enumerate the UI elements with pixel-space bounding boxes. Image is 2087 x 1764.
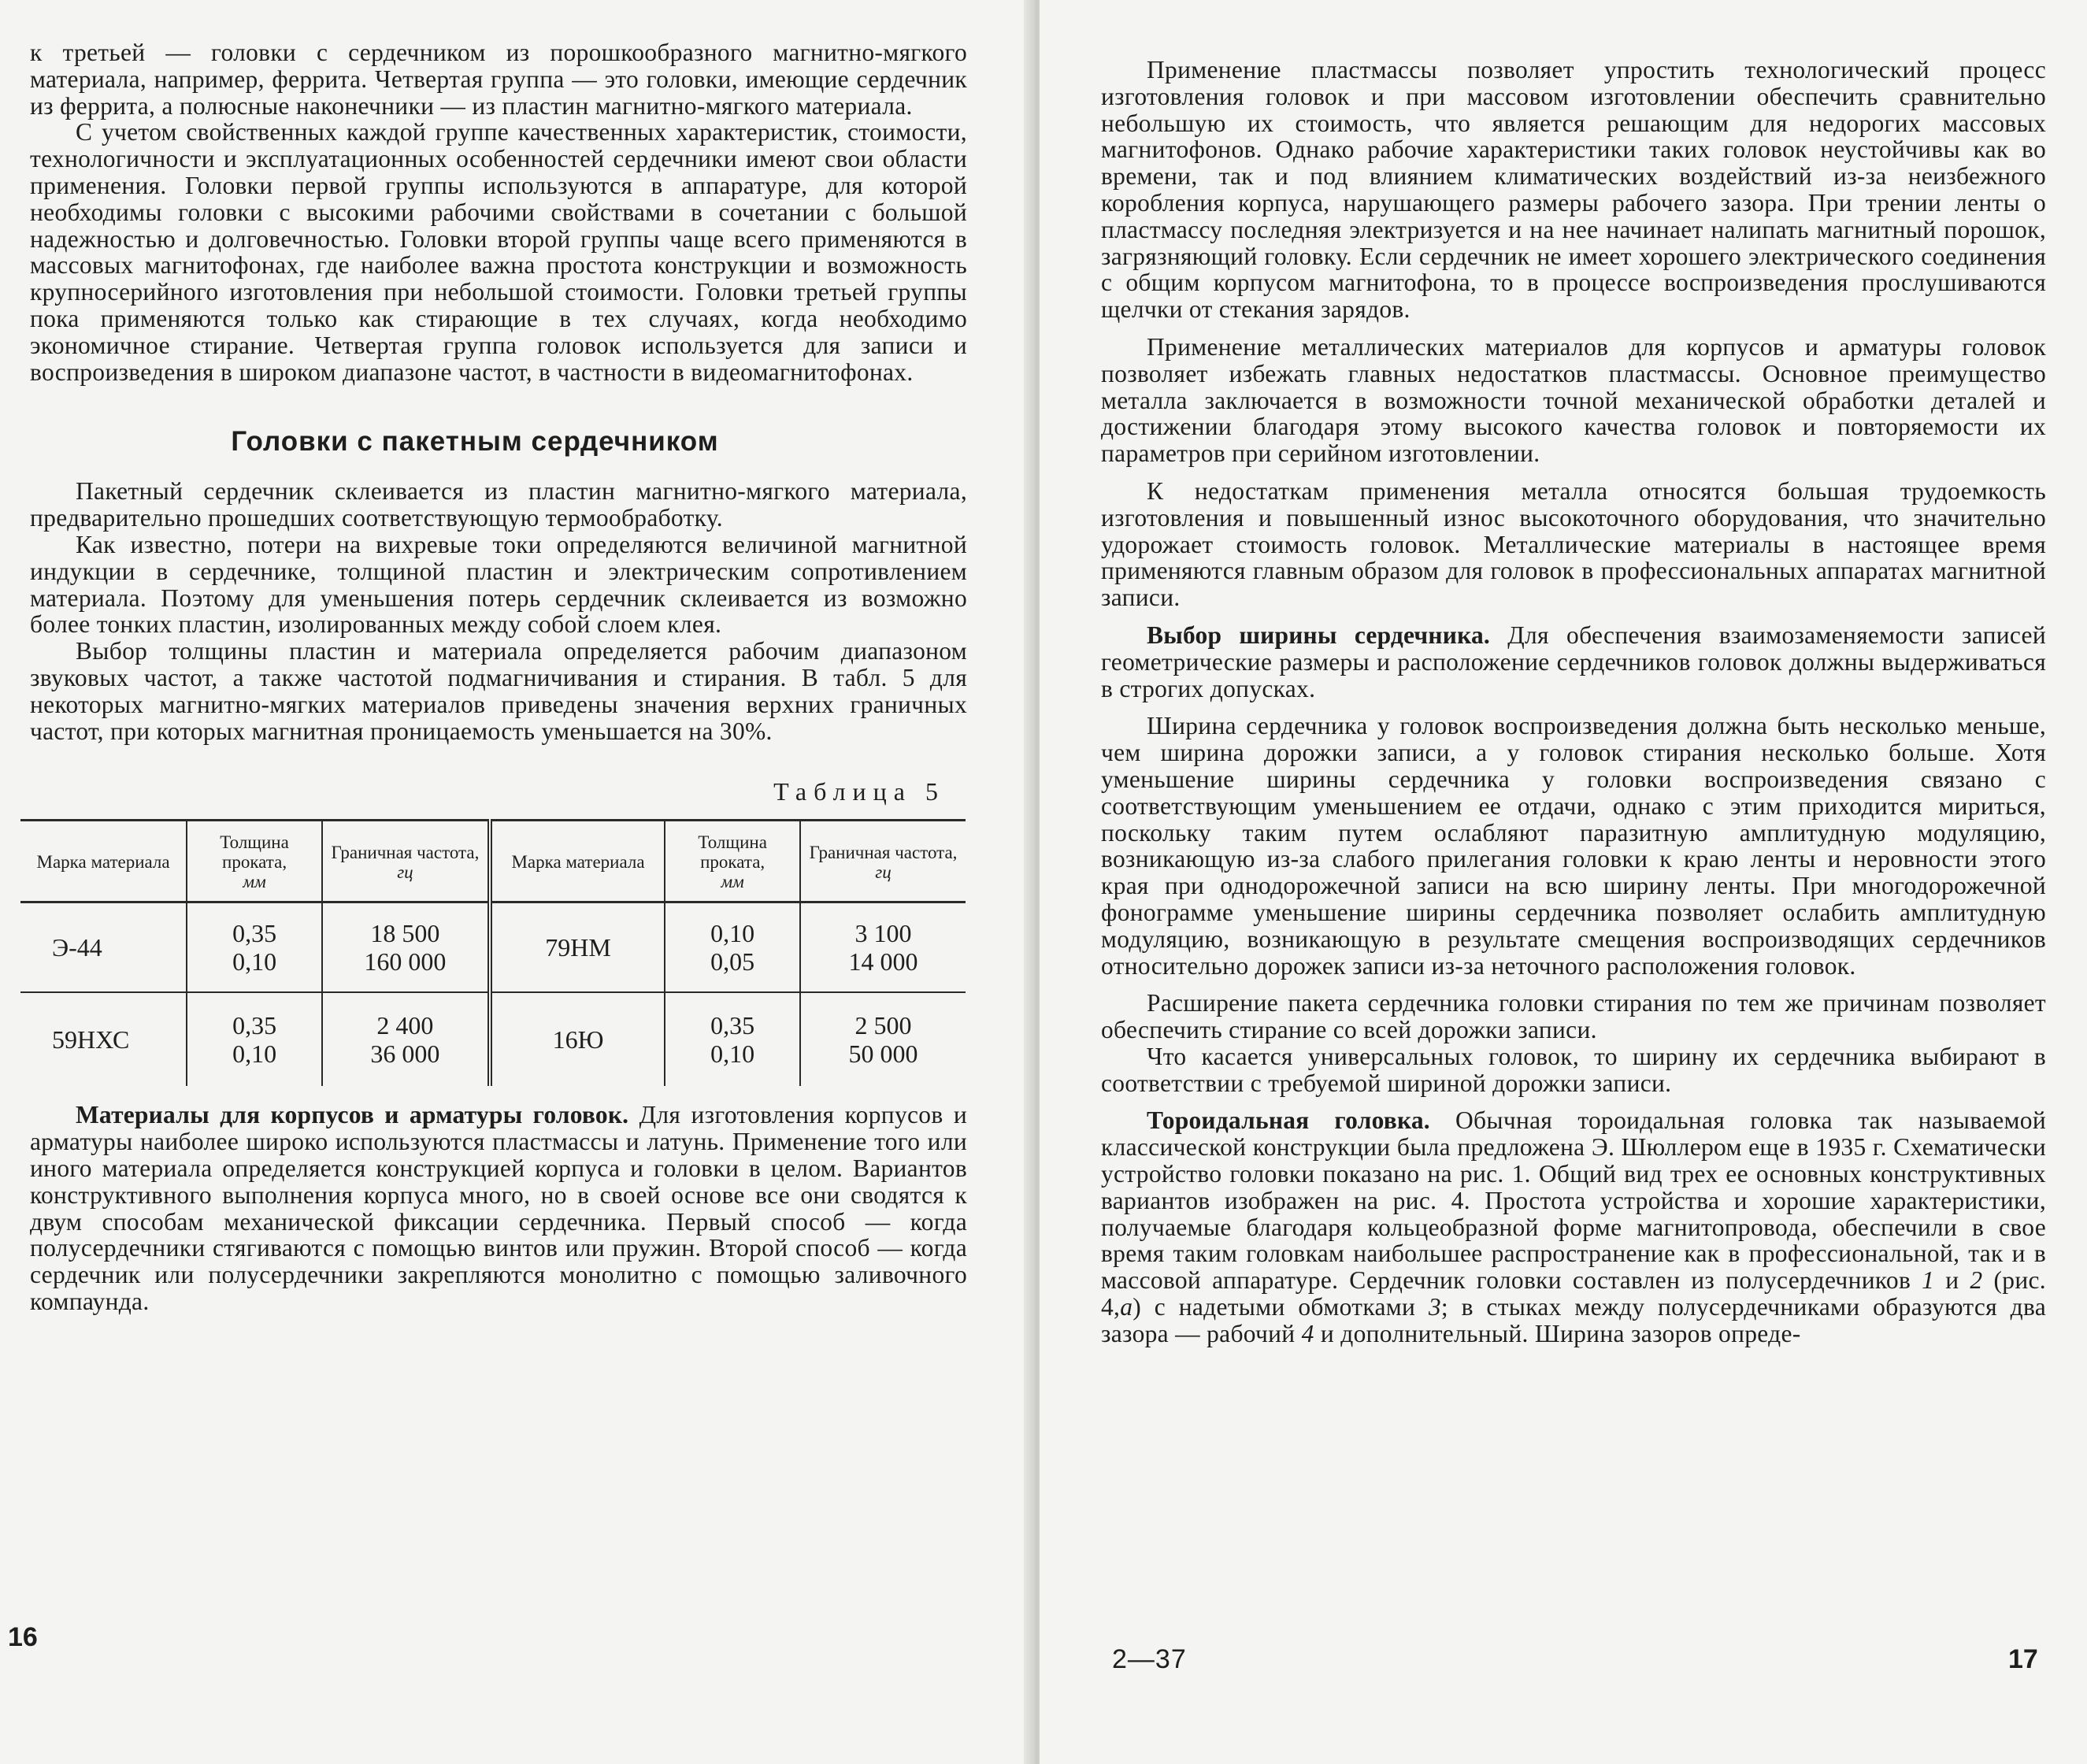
table-caption: Таблица 5 <box>773 777 945 806</box>
paragraph: Расширение пакета сердечника головки стирания по тем же причинам позволяет обеспечить стирание со всей дорожки записи. <box>1101 989 2046 1044</box>
header-frequency: Граничная частота, гц <box>322 821 490 902</box>
spacer <box>1101 702 2046 713</box>
spacer <box>1101 979 2046 990</box>
paragraph: К недостаткам применения металла относятся большая трудоемкость изготовления и повышенный износ высокоточного оборудования, что значительно удорожает стоимость головок. Металлические материалы в настоящее время применяются главным образом для головок в профессиональных аппаратах магнитной записи. <box>1101 476 2046 612</box>
page-number: 17 <box>2008 1644 2038 1674</box>
paragraph-materials <box>30 1102 967 1314</box>
run-in-heading: Тороидальная головка. <box>1147 1106 1430 1135</box>
page-number: 16 <box>8 1622 38 1652</box>
left-page <box>0 0 1032 1764</box>
cell-thickness: 0,35 0,10 <box>187 992 322 1086</box>
cell-thickness-2: 0,10 0,05 <box>665 902 800 993</box>
paragraph: Применение металлических материалов для корпусов и арматуры головок позволяет избежать главных недостатков пластмассы. Основное преимущество металла заключается в возможности точной механической обработки деталей и достижении благодаря этому высокого качества головок и повторяемости их параметров при серийном изготовлении. <box>1101 332 2046 468</box>
paragraph: Ширина сердечника у головок воспроизведения должна быть несколько меньше, чем ширина дорожки записи, а у головок стирания несколько больше. Хотя уменьшение ширины сердечника у головки воспроизведения связано с соответствующим уменьшением ее отдачи, однако с этим приходится мириться, поскольку таким путем ослабляют паразитную амплитудную модуляцию, возникающую из-за слабого прилегания головки к краю ленты и неровности этого края при однодорожечной записи на всю ширину ленты. При многодорожечной фонограмме уменьшение ширины сердечника позволяет ослабить амплитудную модуляцию, возникающую в результате смещения воспроизводящих сердечников относительно дорожек записи из-за неточного расположения головок. <box>1101 712 2046 980</box>
paragraph: Выбор толщины пластин и материала определяется рабочим диапазоном звуковых частот, а также частотой подмагничивания и стирания. В табл. 5 для некоторых магнитно-мягких материалов приведены значения верхних граничных частот, при которых магнитная проницаемость уменьшается на 30%. <box>30 637 967 745</box>
table-row <box>20 992 966 1086</box>
spacer <box>30 1086 967 1102</box>
header-mark: Марка материала <box>20 821 187 902</box>
header-frequency-2: Граничная частота, гц <box>800 821 966 902</box>
spacer <box>1101 611 2046 622</box>
materials-table <box>20 819 966 1086</box>
table-row <box>20 902 966 993</box>
table-header-row <box>20 821 966 902</box>
cell-frequency: 2 400 36 000 <box>322 992 490 1086</box>
spacer <box>1101 1096 2046 1107</box>
header-thickness-2: Толщина проката, мм <box>665 821 800 902</box>
paragraph-toroidal: Тороидальная головка. Обычная тороидальная головка так называемой классической конструкции была предложена Э. Шюллером еще в 1935 г. Схематически устройство головки показано на рис. 1. Общий вид трех ее основных конструктивных вариантов изображен на рис. 4. Простота устройства и хорошие характеристики, получаемые благодаря кольцеобразной форме магнитопровода, обеспечили в свое время таким головкам наибольшее распространение как в профессиональной, так и в массовой аппаратуре. Сердечник головки составлен из полусердечников 1 и 2 (рис. 4,а) с надетыми обмотками 3; в стыках между полусердечниками образуются два зазора — рабочий 4 и дополнительный. Ширина зазоров опреде- <box>1101 1106 2046 1347</box>
cell-thickness-2: 0,35 0,10 <box>665 992 800 1086</box>
spacer <box>1101 467 2046 478</box>
cell-mark-2: 79НМ <box>490 902 665 993</box>
cell-frequency-2: 3 100 14 000 <box>800 902 966 993</box>
right-page <box>1040 0 2087 1764</box>
left-column <box>30 39 967 1315</box>
section-heading: Головки с пакетным сердечником <box>231 426 719 458</box>
run-in-heading: Выбор ширины сердечника. <box>1147 621 1490 649</box>
cell-frequency: 18 500 160 000 <box>322 902 490 993</box>
paragraph: Пакетный сердечник склеивается из пластин магнитно-мягкого материала, предварительно прошедших соответствующую термообработку. <box>30 477 967 532</box>
cell-mark: 59НХС <box>52 1025 130 1054</box>
cell-mark: Э-44 <box>20 902 187 993</box>
header-thickness: Толщина проката, мм <box>187 821 322 902</box>
run-in-heading: Материалы для корпусов и арматуры головок. <box>76 1101 629 1129</box>
paragraph-width <box>1101 622 2046 702</box>
header-mark-2: Марка материала <box>490 821 665 902</box>
cell-thickness: 0,35 0,10 <box>187 902 322 993</box>
paragraph-text: Для обеспечения взаимозаменяемости записей геометрические размеры и расположение сердечников головок должны выдерживаться в строгих допусках. <box>1101 621 2046 702</box>
paragraph: С учетом свойственных каждой группе качественных характеристик, стоимости, технологичности и эксплуатационных особенностей сердечники имеют свои области применения. Головки первой группы используются в аппаратуре, для которой необходимы головки с высокими рабочими свойствами в сочетании с большой надежностью и долговечностью. Головки второй группы чаще всего применяются в массовых магнитофонах, где наиболее важна простота конструкции и возможность крупносерийного изготовления при небольшой стоимости. Головки третьей группы пока применяются только как стирающие в тех случаях, когда необходимо экономичное стирание. Четвертая группа головок используется для записи и воспроизведения в широком диапазоне частот, в частности в видеомагнитофонах. <box>30 118 967 386</box>
paragraph: Как известно, потери на вихревые токи определяются величиной магнитной индукции в сердечнике, толщиной пластин и электрическим сопротивлением материала. Поэтому для уменьшения потерь сердечник склеивается из возможно более тонких пластин, изолированных между собой слоем клея. <box>30 530 967 639</box>
spacer <box>1101 323 2046 334</box>
paragraph: к третьей — головки с сердечником из порошкообразного магнитно-мягкого материала, например, феррита. Четвертая группа — это головки, имеющие сердечник из феррита, а полюсные наконечники — из пластин магнитно-мягкого материала. <box>30 39 967 120</box>
cell-mark-2: 16Ю <box>490 992 665 1086</box>
right-column <box>1101 57 2046 1347</box>
paragraph-text: Для изготовления корпусов и арматуры наиболее широко используются пластмассы и латунь. Применение того или иного материала определяется конструкцией корпуса и головки в целом. Вариантов конструктивного выполнения корпуса много, но в своей основе все они сводятся к двум способам механической фиксации сердечника. Первый способ — когда полусердечники стягиваются с помощью винтов или пружин. Второй способ — когда сердечник или полусердечники закрепляются монолитно с помощью заливочного компаунда. <box>30 1101 967 1315</box>
section-heading-wrap <box>30 426 967 458</box>
paragraph: Что касается универсальных головок, то ширину их сердечника выбирают в соответствии с требуемой шириной дорожки записи. <box>1101 1042 2046 1097</box>
cell-frequency-2: 2 500 50 000 <box>800 992 966 1086</box>
printer-signature: 2—37 <box>1112 1644 1187 1674</box>
paragraph: Применение пластмассы позволяет упростить технологический процесс изготовления головок и при массовом изготовлении обеспечить сравнительно небольшую их стоимость, что является решающим для недорогих массовых магнитофонов. Однако рабочие характеристики таких головок неустойчивы как во времени, так и под влиянием климатических воздействий из-за неизбежного коробления корпуса, нарушающего размеры рабочего зазора. При трении ленты о пластмассу последняя электризуется и на нее начинает налипать магнитный порошок, загрязняющий головку. Если сердечник не имеет хорошего электрического соединения с общим корпусом магнитофона, то в процессе воспроизведения прослушиваются щелчки от стекания зарядов. <box>1101 56 2046 324</box>
